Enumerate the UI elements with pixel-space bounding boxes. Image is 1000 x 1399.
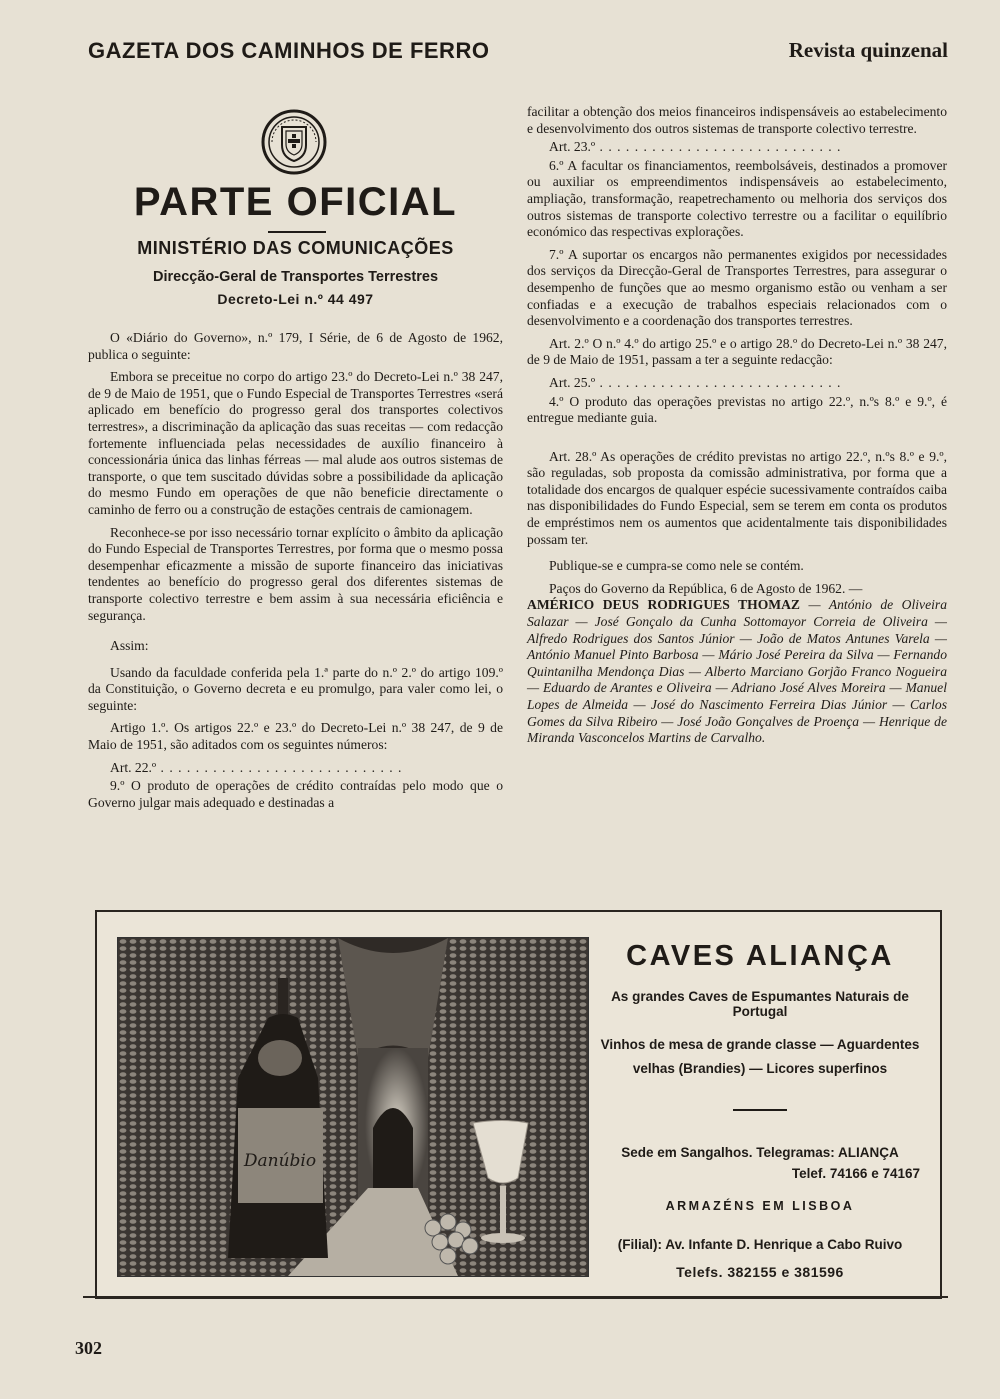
article-paragraph: 4.º O produto das operações previstas no artigo 22.º, n.ºs 8.º e 9.º, é entregue mediante guia.	[527, 393, 947, 426]
directorate-heading: Direcção-Geral de Transportes Terrestres	[152, 269, 439, 285]
journal-subtitle: Revista quinzenal	[788, 38, 948, 62]
article-paragraph: 7.º A suportar os encargos não permanentes exigidos por necessidades dos serviços da Direcção-Geral de Transportes Terrestres, para assegurar o desempenho de funções que ao mesmo organismo estão ou venham a ser confiadas e a execução de trabalhos especiais relacionados com o desenvolvimento e a coordenação dos transportes terrestres.	[527, 246, 947, 329]
title-divider	[268, 231, 326, 233]
article-paragraph: Assim:	[110, 638, 149, 654]
article-paragraph: Art. 28.º As operações de crédito previstas no artigo 22.º, n.ºs 8.º e 9.º, são reguladas, sob proposta da comissão administrativa, por forma que a totalidade dos encargos de qualquer espécie sucessivamente contraídos caiba nas disponibilidades do Fundo Especial, sem se terem em conta os produtos de empréstimos nem os aumentos que acidentalmente tais disponibilidades possam ter.	[527, 448, 947, 547]
advertisement-text	[600, 930, 920, 1280]
advertiser-products: Vinhos de mesa de grande classe — Aguardentes velhas (Brandies) — Licores superfinos	[600, 1037, 920, 1076]
article-paragraph: 6.º A facultar os financiamentos, reembolsáveis, destinados a promover ou auxiliar os empreendimentos indispensáveis ao estabelecimento, ampliação, transformação, reapetrechamento ou melhoria dos serviços dos outros sistemas de transporte colectivo terrestre ou a facilitar o equilíbrio económico das respectivas explorações.	[527, 157, 947, 240]
ministers-signatures: — António de Oliveira Salazar — José Gonçalo da Cunha Sottomayor Correia de Oliveira — Alfredo Rodrigues dos Santos Júnior — João de Matos Antunes Varela — António Manuel Pinto Barbosa — Mário José Pereira da Silva — Fernando Quintanilha Mendonça Dias — Alberto Marciano Gorjão Franco Nogueira — Eduardo de Arantes e Oliveira — Adriano José Alves Moreira — Manuel Lopes de Almeida — José do Nascimento Ferreira Dias Júnior — Carlos Gomes da Silva Ribeiro — José João Gonçalves de Proença — Henrique de Miranda Vasconcelos Martins de Carvalho.	[527, 597, 947, 746]
advertiser-address: Sede em Sangalhos. Telegramas: ALIANÇA	[621, 1145, 899, 1160]
stores-heading: ARMAZÉNS EM LISBOA	[665, 1199, 855, 1213]
article-right-column	[527, 104, 947, 753]
section-title: PARTE OFICIAL	[133, 180, 458, 224]
article-left-column	[88, 330, 503, 817]
decree-heading: Decreto-Lei n.º 44 497	[217, 291, 374, 307]
article-paragraph: Reconhece-se por isso necessário tornar explícito o âmbito da aplicação do Fundo Especial de Transportes Terrestres, por forma que o mesmo possa desempenhar eficazmente a missão de suporte financeiro das iniciativas tendentes ao benefício do progresso geral dos diferentes sistemas de transporte colectivo terrestre e bem assim à sua necessária eficiência e segurança.	[88, 524, 503, 623]
ministry-heading: MINISTÉRIO DAS COMUNICAÇÕES	[137, 238, 454, 258]
article-paragraph: Usando da faculdade conferida pela 1.ª parte do n.º 2.º do artigo 109.º da Constituição, o Governo decreta e eu promulgo, para valer como lei, o seguinte:	[88, 664, 503, 713]
article-paragraph: Art. 2.º O n.º 4.º do artigo 25.º e o artigo 28.º do Decreto-Lei n.º 38 247, de 9 de Maio de 1951, passam a ter a seguinte redacção:	[527, 335, 947, 368]
article-paragraph: Publique-se e cumpra-se como nele se contém.	[549, 558, 804, 574]
branch-address: (Filial): Av. Infante D. Henrique a Cabo Ruivo	[617, 1237, 903, 1252]
page-number: 302	[75, 1338, 102, 1358]
president-signature: AMÉRICO DEUS RODRIGUES THOMAZ	[527, 597, 800, 613]
article-paragraph: 9.º O produto de operações de crédito contraídas pelo modo que o Governo julgar mais adequado e destinadas a	[88, 778, 503, 810]
branch-phones: Telefs. 382155 e 381596	[676, 1264, 844, 1280]
advertisement-rule	[83, 1296, 948, 1298]
article-paragraph: Embora se preceitue no corpo do artigo 23.º do Decreto-Lei n.º 38 247, de 9 de Maio de 1951, que o Fundo Especial de Transportes Terrestres «será aplicado em benefício do progresso geral dos transportes colectivos terrestres», a discriminação da aplicação das suas receitas — com redacção fortemente influenciada pelas necessidades de auxílio financeiro à concessionária única das linhas férreas — mal alude aos outros sistemas de transporte, o que tem suscitado dúvidas sobre a possibilidade da aplicação do mesmo Fundo em operações de que não beneficie directamente o caminho de ferro ou a construção de estações centrais de camionagem.	[88, 369, 503, 517]
wine-cellar-photo	[117, 937, 589, 1277]
bottle-label: Danúbio	[243, 1151, 317, 1171]
article-paragraph: Art. 25.º . . .	[527, 375, 947, 392]
advertiser-phone: Telef. 74166 e 74167	[791, 1166, 920, 1181]
signatures-block	[527, 597, 947, 746]
article-paragraph: Paços do Governo da República, 6 de Agosto de 1962. —	[549, 580, 863, 596]
coat-of-arms-icon	[258, 107, 330, 177]
article-paragraph: facilitar a obtenção dos meios financeiros indispensáveis ao estabelecimento e desenvolvimento dos outros sistemas de transporte colectivo terrestre.	[527, 104, 947, 136]
article-paragraph: O «Diário do Governo», n.º 179, I Série, de 6 de Agosto de 1962, publica o seguinte:	[88, 330, 503, 362]
article-paragraph: Art. 22.º . . .	[88, 760, 503, 777]
article-paragraph: Artigo 1.º. Os artigos 22.º e 23.º do Decreto-Lei n.º 38 247, de 9 de Maio de 1951, são aditados com os seguintes números:	[88, 720, 503, 753]
advertiser-name: CAVES ALIANÇA	[626, 940, 894, 972]
advertisement-divider	[733, 1109, 787, 1111]
advertiser-tagline: As grandes Caves de Espumantes Naturais de Portugal	[611, 989, 909, 1019]
journal-title: GAZETA DOS CAMINHOS DE FERRO	[88, 38, 490, 63]
article-paragraph: Art. 23.º . . .	[527, 139, 947, 156]
